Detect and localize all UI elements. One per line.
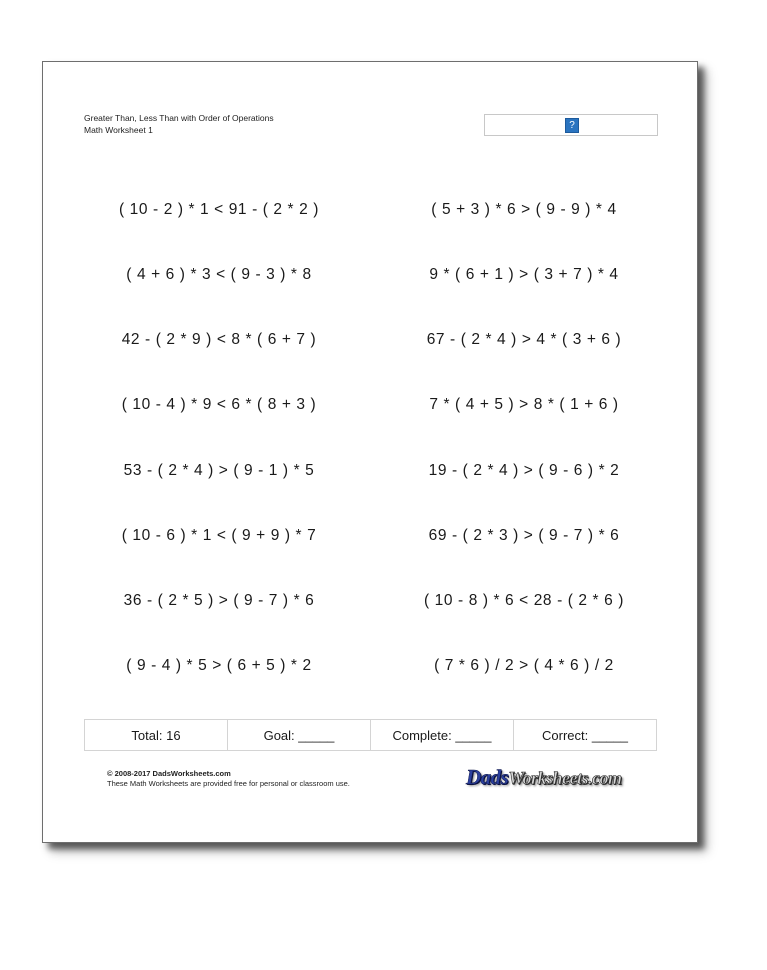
problem-right-4: 7 * ( 4 + 5 ) > 8 * ( 1 + 6 ) <box>429 396 619 413</box>
problem-right-3: 67 - ( 2 * 4 ) > 4 * ( 3 + 6 ) <box>426 331 622 348</box>
correct-cell: Correct: _____ <box>542 727 628 743</box>
problem-left-2: ( 4 + 6 ) * 3 < ( 9 - 3 ) * 8 <box>126 266 312 283</box>
logo-dads-text: Dads <box>466 765 509 789</box>
worksheet-title: Greater Than, Less Than with Order of Operations <box>84 113 274 123</box>
problem-right-8: ( 7 * 6 ) / 2 > ( 4 * 6 ) / 2 <box>434 657 614 674</box>
problem-right-2: 9 * ( 6 + 1 ) > ( 3 + 7 ) * 4 <box>429 266 619 283</box>
problem-left-4: ( 10 - 4 ) * 9 < 6 * ( 8 + 3 ) <box>121 396 317 413</box>
problem-left-7: 36 - ( 2 * 5 ) > ( 9 - 7 ) * 6 <box>123 592 315 609</box>
goal-cell: Goal: _____ <box>228 720 371 750</box>
help-icon[interactable]: ? <box>565 118 579 133</box>
logo-worksheets-text: Worksheets.com <box>508 768 622 788</box>
footer-copyright <box>107 769 350 789</box>
worksheet-page <box>42 61 698 843</box>
worksheet-subtitle: Math Worksheet 1 <box>84 125 153 135</box>
score-summary-table <box>84 719 657 751</box>
problem-left-6: ( 10 - 6 ) * 1 < ( 9 + 9 ) * 7 <box>121 527 317 544</box>
dadsworksheets-logo[interactable] <box>466 763 656 791</box>
complete-cell: Complete: _____ <box>371 720 514 750</box>
total-cell: Total: 16 <box>85 720 228 750</box>
problem-right-6: 69 - ( 2 * 3 ) > ( 9 - 7 ) * 6 <box>428 527 620 544</box>
problem-left-1: ( 10 - 2 ) * 1 < 91 - ( 2 * 2 ) <box>119 201 319 218</box>
problem-right-5: 19 - ( 2 * 4 ) > ( 9 - 6 ) * 2 <box>428 462 620 479</box>
worksheet-header <box>84 112 274 136</box>
usage-notice: These Math Worksheets are provided free for personal or classroom use. <box>107 779 350 788</box>
problem-left-5: 53 - ( 2 * 4 ) > ( 9 - 1 ) * 5 <box>123 462 315 479</box>
name-field-box <box>484 114 658 136</box>
problem-right-7: ( 10 - 8 ) * 6 < 28 - ( 2 * 6 ) <box>424 592 624 609</box>
copyright-text: © 2008-2017 DadsWorksheets.com <box>107 769 231 778</box>
problem-left-3: 42 - ( 2 * 9 ) < 8 * ( 6 + 7 ) <box>121 331 317 348</box>
problem-left-8: ( 9 - 4 ) * 5 > ( 6 + 5 ) * 2 <box>126 657 312 674</box>
problem-right-1: ( 5 + 3 ) * 6 > ( 9 - 9 ) * 4 <box>431 201 617 218</box>
